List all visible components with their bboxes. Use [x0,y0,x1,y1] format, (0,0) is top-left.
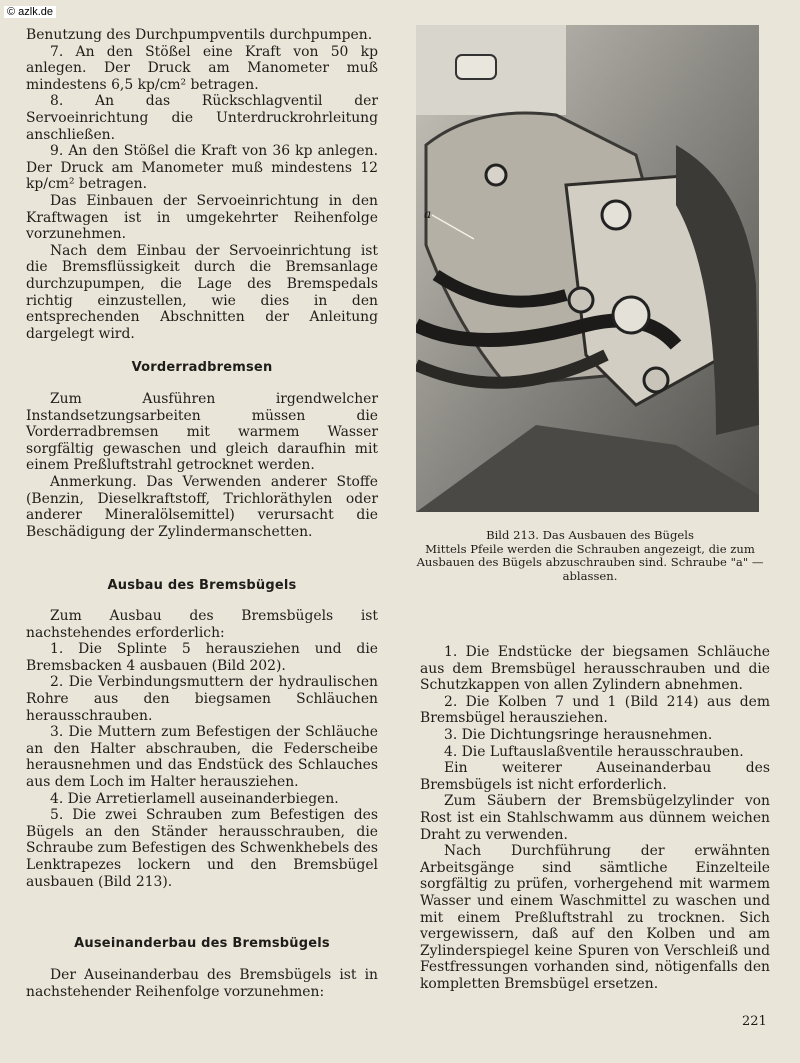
paragraph: Zum Ausbau des Bremsbügels ist nachstehendes erforderlich: [26,608,378,641]
paragraph: Das Einbauen der Servoeinrichtung in den Kraftwagen ist in umgekehrter Reihenfolge vorzunehmen. [26,192,378,243]
caption-text: Mittels Pfeile werden die Schrauben angezeigt, die zum Ausbauen des Bügels abzuschrauben sind. Schraube "a" — ablassen. [416,541,764,583]
text-column-left-top [26,27,378,342]
paragraph: Anmerkung. Das Verwenden anderer Stoffe (Benzin, Dieselkraftstoff, Trichloräthylen oder anderer Mineralölsemittel) verursacht die Beschädigung der Zylindermanschetten. [26,473,378,540]
section-heading-auseinanderbau: Auseinanderbau des Bremsbügels [74,936,330,951]
page-number: 221 [742,1014,767,1029]
text-column-right [420,644,770,992]
paragraph: Nach dem Einbau der Servoeinrichtung ist die Bremsflüssigkeit durch die Bremsanlage durchzupumpen, die Lage des Bremspedals richtig einzustellen, wie dies in den entsprechenden Abschnitten der Anleitung dargelegt wird. [26,242,378,342]
text-block-ausbau [26,608,378,890]
paragraph: 3. Die Muttern zum Befestigen der Schläuche an den Halter abschrauben, die Federscheibe herausnehmen und das Endstück des Schlauches aus dem Loch im Halter herausziehen. [26,724,378,790]
paragraph: 5. Die zwei Schrauben zum Befestigen des Bügels an den Ständer herausschrauben, die Schraube zum Befestigen des Schwenkhebels des Lenktrapezes lockern und den Bremsbügel ausbauen (Bild 213). [26,807,378,890]
section-heading-vorderradbremsen: Vorderradbremsen [131,360,273,375]
paragraph: 4. Die Arretierlamell auseinanderbiegen. [50,790,339,807]
text-block-auseinanderbau [26,967,378,1000]
paragraph: Zum Ausführen irgendwelcher Instandsetzungsarbeiten müssen die Vorderradbremsen mit warmem Wasser sorgfältig gewaschen und gleich daraufhin mit einem Preßluftstrahl getrocknet werden. [26,391,378,474]
text-block-vorderradbremsen [26,391,378,540]
brake-caliper-photo [416,25,759,512]
paragraph: 9. An den Stößel die Kraft von 36 kp anlegen. Der Druck am Manometer muß mindestens 12 kp/cm² betragen. [26,143,378,193]
paragraph: Zum Säubern der Bremsbügelzylinder von Rost ist ein Stahlschwamm aus dünnem weichen Draht zu verwenden. [420,793,770,843]
section-heading-ausbau: Ausbau des Bremsbügels [107,578,297,593]
paragraph: 8. An das Rückschlagventil der Servoeinrichtung die Unterdruckrohrleitung anschließen. [26,93,378,143]
paragraph: Benutzung des Durchpumpventils durchpumpen. [26,27,373,43]
paragraph: 3. Die Dichtungsringe herausnehmen. [444,726,713,743]
watermark: © azlk.de [4,6,56,18]
paragraph: Nach Durchführung der erwähnten Arbeitsgänge sind sämtliche Einzelteile sorgfältig zu prüfen, vorhergehend mit warmem Wasser und einem Waschmittel zu waschen und mit einem Preßluftstrahl zu trocknen. Sich vergewissern, daß auf den Kolben und am Zylinderspiegel keine Spuren von Verschleiß und Festfressungen vorhanden sind, nötigenfalls den kompletten Bremsbügel ersetzen. [420,843,770,992]
paragraph: 2. Die Kolben 7 und 1 (Bild 214) aus dem Bremsbügel herausziehen. [420,693,770,727]
paragraph: 1. Die Splinte 5 herausziehen und die Bremsbacken 4 ausbauen (Bild 202). [26,641,378,674]
paragraph: 7. An den Stößel eine Kraft von 50 kp anlegen. Der Druck am Manometer muß mindestens 6,5 kp/cm² betragen. [26,43,378,93]
paragraph: 1. Die Endstücke der biegsamen Schläuche aus dem Bremsbügel herausschrauben und die Schutzkappen von allen Zylindern abnehmen. [420,644,770,694]
paragraph: 4. Die Luftauslaßventile herausschrauben. [444,743,744,760]
paragraph: Ein weiterer Auseinanderbau des Bremsbügels ist nicht erforderlich. [420,760,770,793]
photo-label-a: a [424,207,432,221]
paragraph: 2. Die Verbindungsmuttern der hydraulischen Rohre aus den biegsamen Schläuchen herausschrauben. [26,674,378,724]
figure-caption [410,529,770,583]
paragraph: Der Auseinanderbau des Bremsbügels ist in nachstehender Reihenfolge vorzunehmen: [26,967,378,1000]
caption-title: Bild 213. Das Ausbauen des Bügels [486,528,694,542]
